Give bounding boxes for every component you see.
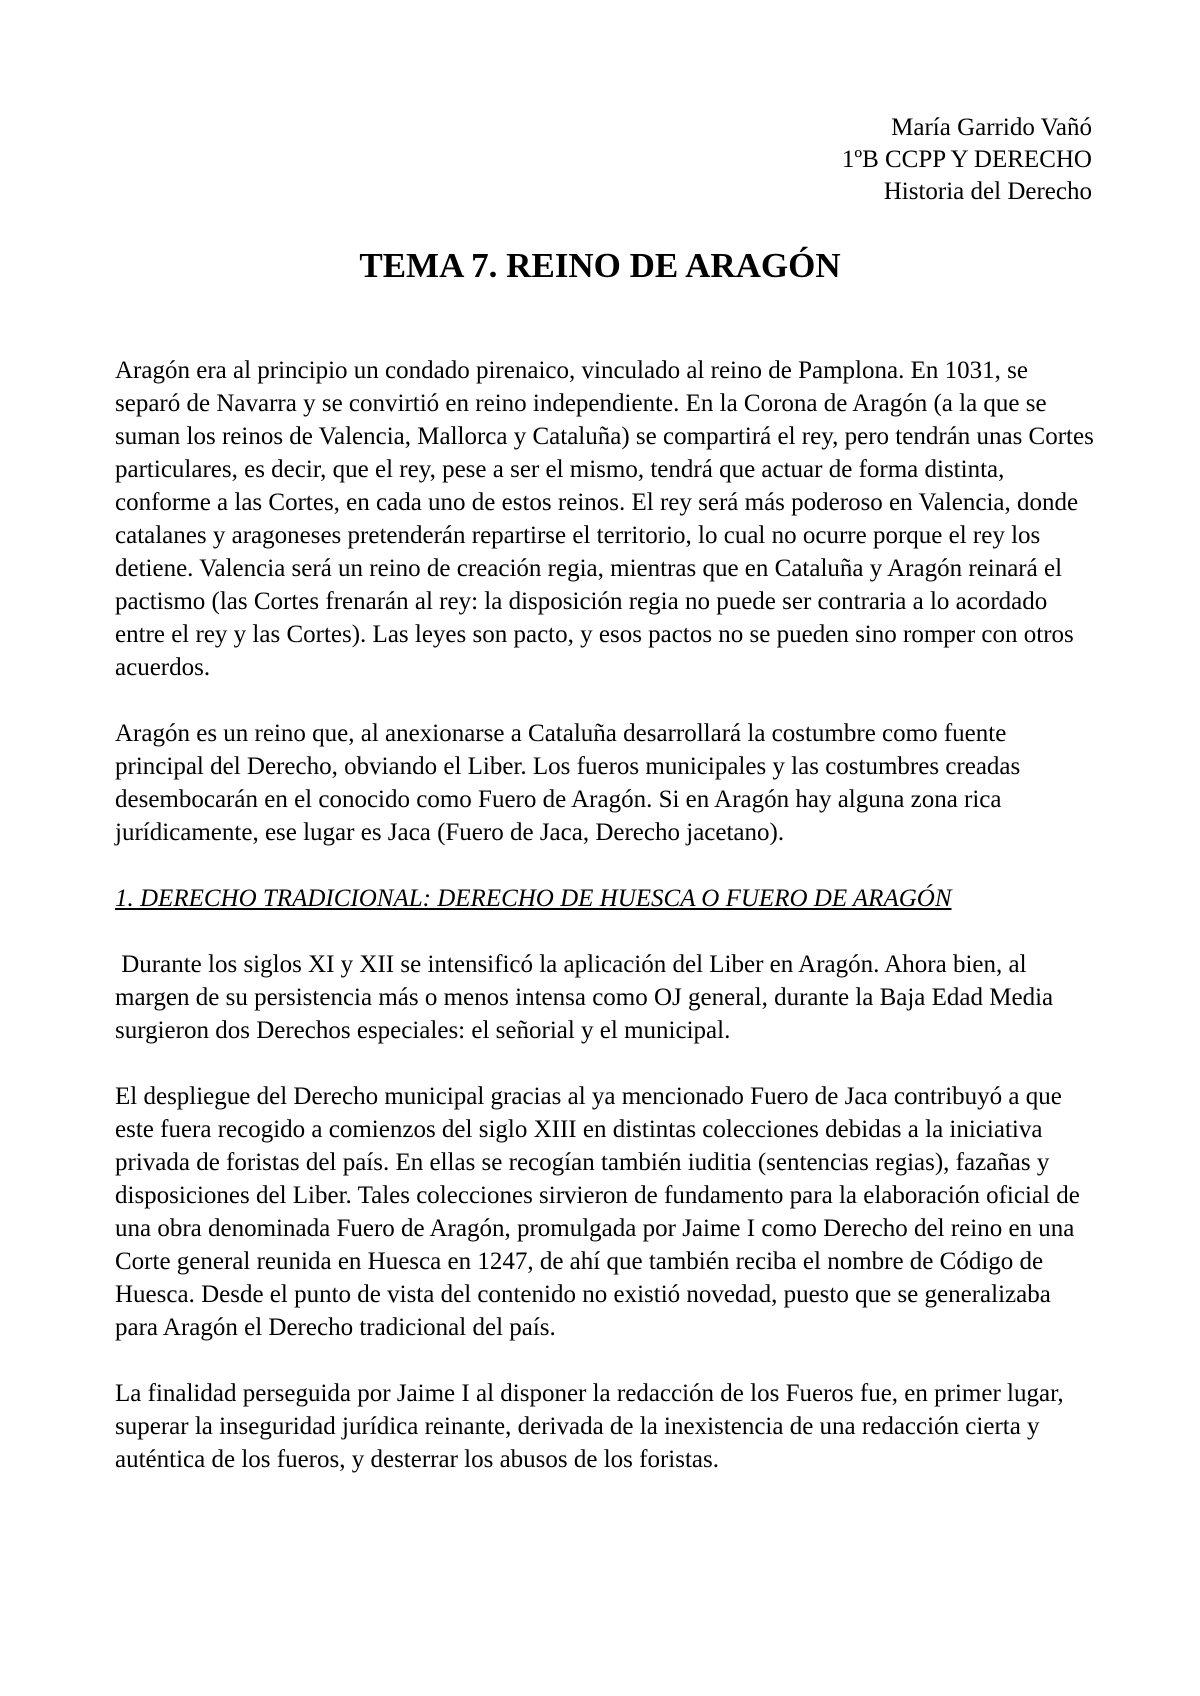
paragraph-purpose: La finalidad perseguida por Jaime I al disponer la redacción de los Fueros fue, en primer lugar, superar la inseguridad jurídica reinante, derivada de la inexistencia de una redacción cierta y auténtica de los fueros, y desterrar los abusos de los foristas. <box>115 1380 1064 1473</box>
paragraph-aragon-custom: Aragón es un reino que, al anexionarse a Cataluña desarrollará la costumbre como fuente principal del Derecho, obviando el Liber. Los fueros municipales y las costumbres creadas desembocarán en el conocido como Fuero de Aragón. Si en Aragón hay alguna zona rica jurídicamente, ese lugar es Jaca (Fuero de Jaca, Derecho jacetano). <box>115 720 1021 846</box>
section-heading-1: 1. DERECHO TRADICIONAL: DERECHO DE HUESCA O FUERO DE ARAGÓN <box>115 885 952 912</box>
course-name: 1ºB CCPP Y DERECHO <box>841 146 1092 173</box>
author-name: María Garrido Vañó <box>891 114 1092 141</box>
document-body <box>115 354 1095 1509</box>
paragraph-municipal-law: El despliegue del Derecho municipal gracias al ya mencionado Fuero de Jaca contribuyó a que este fuera recogido a comienzos del siglo XIII en distintas colecciones debidas a la iniciativa privada de foristas del país. En ellas se recogían también iuditia (sentencias regias), fazañas y disposiciones del Liber. Tales colecciones sirvieron de fundamento para la elaboración oficial de una obra denominada Fuero de Aragón, promulgada por Jaime I como Derecho del reino en una Corte general reunida en Huesca en 1247, de ahí que también reciba el nombre de Código de Huesca. Desde el punto de vista del contenido no existió novedad, puesto que se generalizaba para Aragón el Derecho tradicional del país. <box>115 1083 1080 1341</box>
paragraph-intro: Aragón era al principio un condado pirenaico, vinculado al reino de Pamplona. En 1031, se separó de Navarra y se convirtió en reino independiente. En la Corona de Aragón (a la que se suman los reinos de Valencia, Mallorca y Cataluña) se compartirá el rey, pero tendrán unas Cortes particulares, es decir, que el rey, pese a ser el mismo, tendrá que actuar de forma distinta, conforme a las Cortes, en cada uno de estos reinos. El rey será más poderoso en Valencia, donde catalanes y aragoneses pretenderán repartirse el territorio, lo cual no ocurre porque el rey los detiene. Valencia será un reino de creación regia, mientras que en Cataluña y Aragón reinará el pactismo (las Cortes frenarán al rey: la disposición regia no puede ser contraria a lo acordado entre el rey y las Cortes). Las leyes son pacto, y esos pactos no se pueden sino romper con otros acuerdos. <box>115 357 1094 681</box>
document-title: TEMA 7. REINO DE ARAGÓN <box>359 246 841 285</box>
paragraph-liber: Durante los siglos XI y XII se intensificó la aplicación del Liber en Aragón. Ahora bien, al margen de su persistencia más o menos intensa como OJ general, durante la Baja Edad Media surgieron dos Derechos especiales: el señorial y el municipal. <box>115 951 1060 1044</box>
subject-name: Historia del Derecho <box>883 178 1092 205</box>
author-block <box>842 112 1092 208</box>
